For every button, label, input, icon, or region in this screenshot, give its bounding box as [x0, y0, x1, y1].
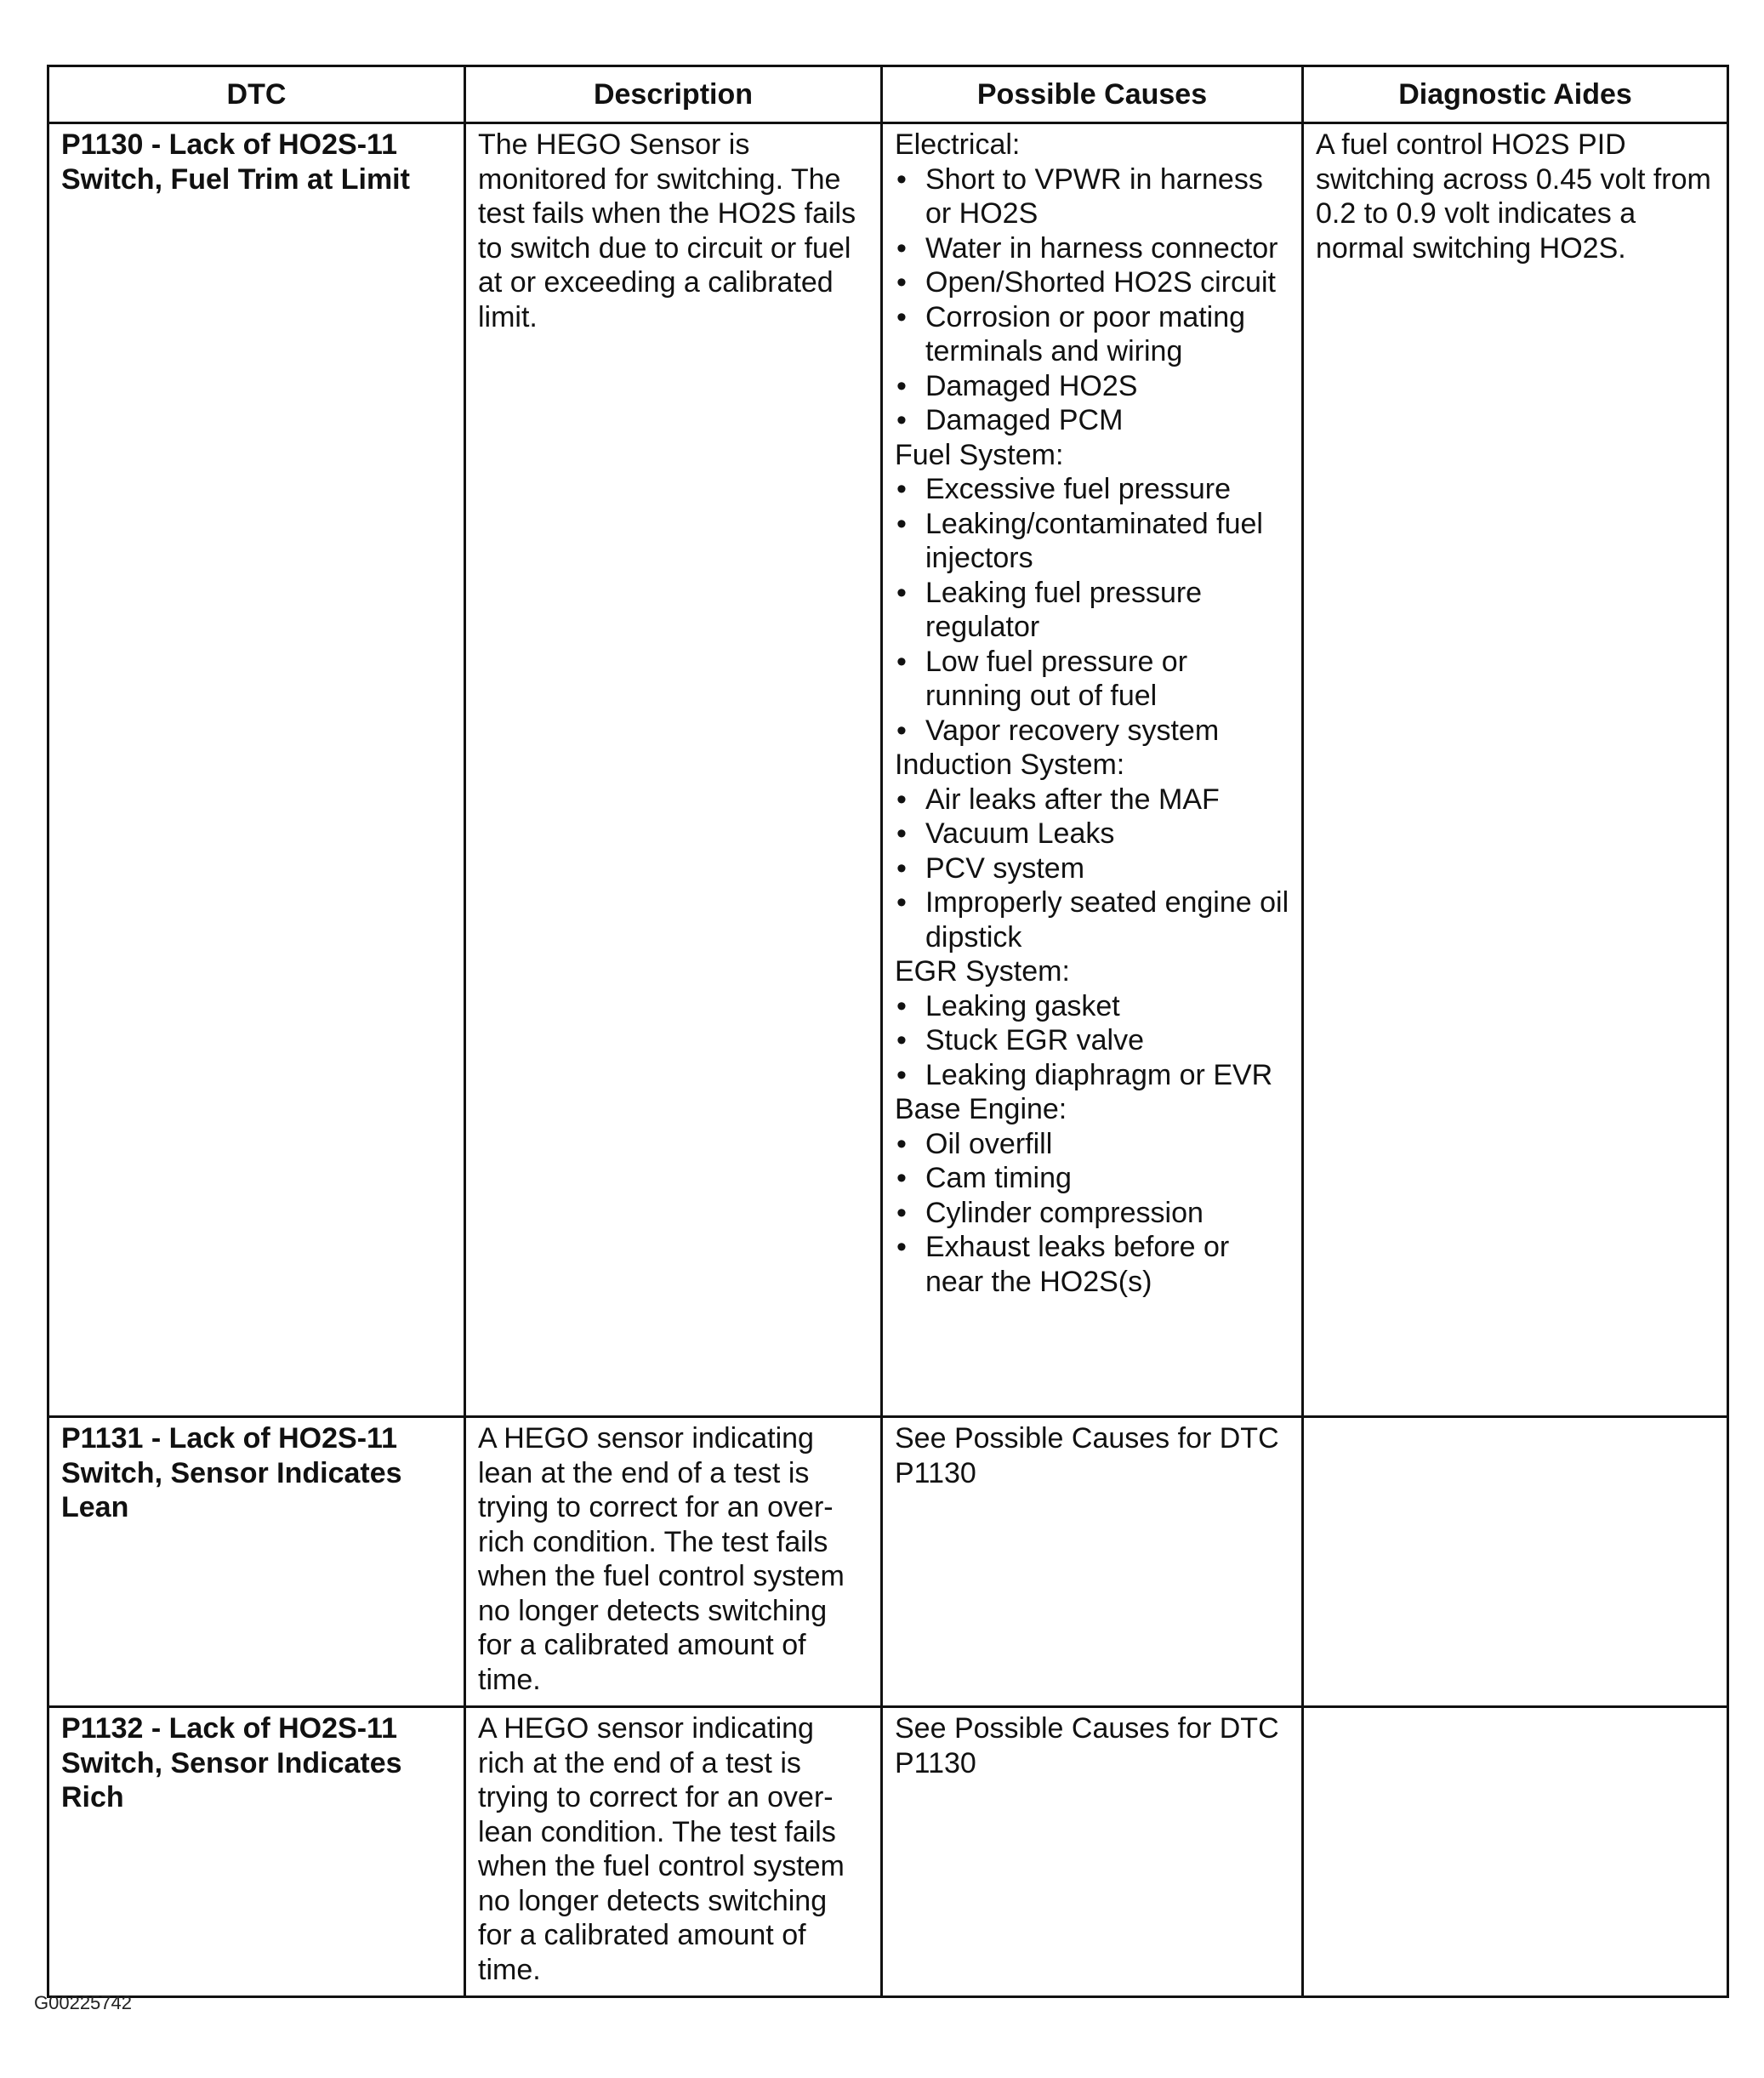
possible-causes-cell: See Possible Causes for DTC P1130: [882, 1417, 1303, 1707]
possible-causes-cell: See Possible Causes for DTC P1130: [882, 1707, 1303, 1997]
description-cell: A HEGO sensor indicating lean at the end of a test is trying to correct for an over-rich condition. The test fails when the fuel control system no longer detects switching for a calibrated amount of time.: [465, 1417, 882, 1707]
list-item: • Cam timing: [895, 1161, 1289, 1196]
cause-group-fuel-system: [895, 438, 1289, 749]
dtc-cell: P1130 - Lack of HO2S-11 Switch, Fuel Trim at Limit: [48, 123, 465, 1417]
table-row: [48, 1707, 1728, 1997]
table-header-row: [48, 66, 1728, 123]
diagnostic-aides-cell: A fuel control HO2S PID switching across 0.45 volt from 0.2 to 0.9 volt indicates a normal switching HO2S.: [1303, 123, 1728, 1417]
list-item: • PCV system: [895, 851, 1289, 886]
possible-causes-cell: [882, 123, 1303, 1417]
list-item: • Air leaks after the MAF: [895, 783, 1289, 817]
list-item: • Open/Shorted HO2S circuit: [895, 265, 1289, 300]
dtc-cell: P1131 - Lack of HO2S-11 Switch, Sensor Indicates Lean: [48, 1417, 465, 1707]
cause-group-title: Fuel System:: [895, 438, 1064, 471]
figure-id: G00225742: [34, 1992, 132, 2013]
list-item: • Vacuum Leaks: [895, 817, 1289, 851]
list-item: • Exhaust leaks before or near the HO2S(s): [895, 1230, 1289, 1299]
dtc-table: [47, 65, 1729, 1998]
cause-group-title: Induction System:: [895, 749, 1125, 781]
header-description: Description: [465, 66, 882, 123]
diagnostic-aides-cell: [1303, 1707, 1728, 1997]
list-item: • Cylinder compression: [895, 1196, 1289, 1231]
description-cell: A HEGO sensor indicating rich at the end of a test is trying to correct for an over-lean condition. The test fails when the fuel control system no longer detects switching for a calibrated amount of time.: [465, 1707, 882, 1997]
list-item: • Leaking/contaminated fuel injectors: [895, 507, 1289, 576]
list-item: • Oil overfill: [895, 1127, 1289, 1162]
list-item: • Short to VPWR in harness or HO2S: [895, 162, 1289, 231]
header-dtc: DTC: [48, 66, 465, 123]
cause-group-title: Electrical:: [895, 128, 1021, 161]
cause-list: [895, 1127, 1289, 1300]
dtc-cell: P1132 - Lack of HO2S-11 Switch, Sensor Indicates Rich: [48, 1707, 465, 1997]
header-possible-causes: Possible Causes: [882, 66, 1303, 123]
list-item: • Vapor recovery system: [895, 714, 1289, 749]
list-item: • Leaking fuel pressure regulator: [895, 576, 1289, 645]
cause-list: [895, 989, 1289, 1093]
list-item: • Water in harness connector: [895, 231, 1289, 266]
cause-list: [895, 783, 1289, 955]
list-item: • Stuck EGR valve: [895, 1023, 1289, 1058]
list-item: • Damaged HO2S: [895, 369, 1289, 404]
header-diagnostic-aides: Diagnostic Aides: [1303, 66, 1728, 123]
list-item: • Leaking gasket: [895, 989, 1289, 1024]
list-item: • Improperly seated engine oil dipstick: [895, 885, 1289, 954]
cause-group-base-engine: [895, 1092, 1289, 1299]
cause-group-egr-system: [895, 954, 1289, 1092]
cause-list: [895, 472, 1289, 748]
cause-list: [895, 162, 1289, 438]
description-cell: The HEGO Sensor is monitored for switching. The test fails when the HO2S fails to switch due to circuit or fuel at or exceeding a calibrated limit.: [465, 123, 882, 1417]
cause-group-induction-system: [895, 748, 1289, 954]
list-item: • Low fuel pressure or running out of fuel: [895, 645, 1289, 714]
list-item: • Damaged PCM: [895, 403, 1289, 438]
cause-group-electrical: [895, 128, 1289, 438]
list-item: • Corrosion or poor mating terminals and wiring: [895, 300, 1289, 369]
diagnostic-aides-cell: [1303, 1417, 1728, 1707]
cause-group-title: Base Engine:: [895, 1093, 1067, 1125]
cause-group-title: EGR System:: [895, 955, 1070, 988]
table-row: [48, 1417, 1728, 1707]
list-item: • Leaking diaphragm or EVR: [895, 1058, 1289, 1093]
table-row: [48, 123, 1728, 1417]
list-item: • Excessive fuel pressure: [895, 472, 1289, 507]
